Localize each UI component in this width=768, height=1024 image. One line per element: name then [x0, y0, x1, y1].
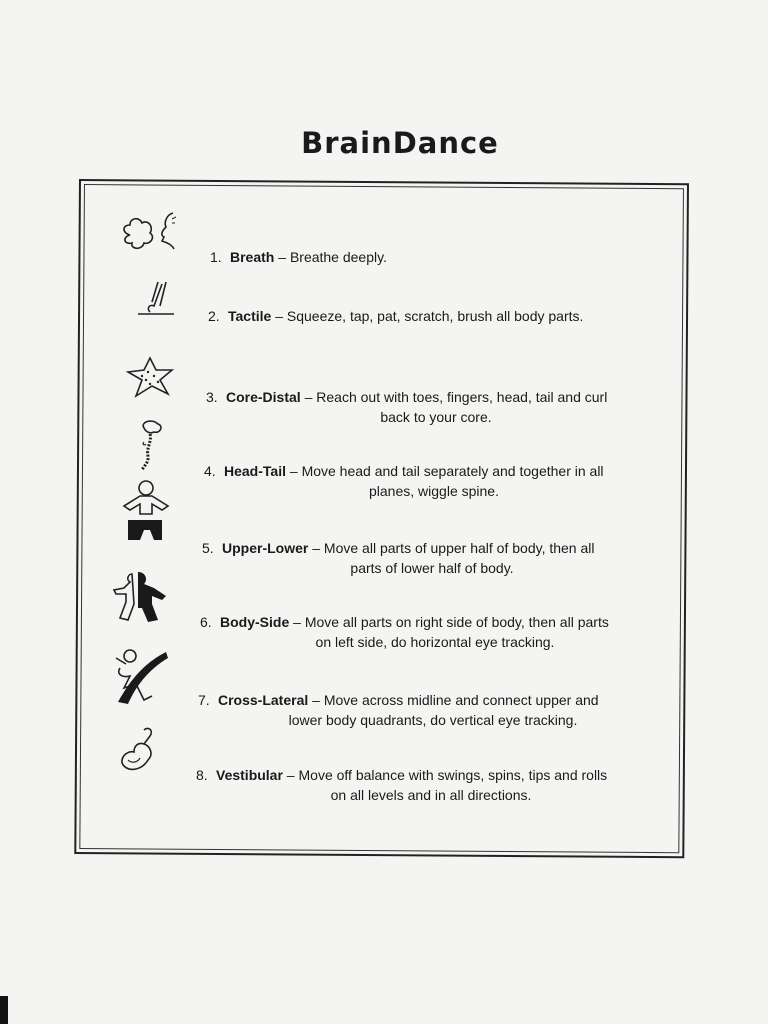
upper-lower-body-icon	[116, 476, 180, 540]
item-name: Body-Side	[220, 614, 290, 630]
item-number: 3.	[206, 389, 218, 405]
item-description-continued: parts of lower half of body.	[350, 560, 514, 576]
item-number: 7.	[198, 692, 210, 708]
breath-icon	[118, 205, 182, 269]
item-name: Breath	[230, 249, 275, 265]
item-description: Breathe deeply.	[289, 249, 387, 265]
item-name: Head-Tail	[224, 463, 286, 479]
item-description-continued: lower body quadrants, do vertical eye tracking.	[288, 712, 578, 728]
item-description: Move head and tail separately and together in all	[301, 463, 604, 479]
item-description-continued: back to your core.	[380, 409, 492, 425]
item-number: 4.	[204, 463, 216, 479]
item-dash: –	[282, 767, 299, 783]
list-item-cross-lateral	[198, 690, 668, 730]
item-description: Reach out with toes, fingers, head, tail and curl	[316, 389, 608, 405]
item-number: 8.	[196, 767, 208, 783]
spine-icon	[122, 414, 186, 478]
list-item-breath	[210, 247, 387, 267]
item-number: 1.	[210, 249, 222, 265]
starfish-icon	[118, 348, 182, 412]
item-dash: –	[289, 614, 305, 630]
scan-edge-mark	[0, 996, 8, 1024]
item-description: Move off balance with swings, spins, tips and rolls	[298, 767, 608, 783]
item-dash: –	[274, 249, 290, 265]
item-dash: –	[285, 463, 302, 479]
body-side-icon	[108, 568, 172, 632]
list-item-vestibular	[196, 765, 666, 805]
item-name: Vestibular	[216, 767, 283, 783]
list-item-upper-lower	[202, 538, 662, 578]
item-name: Upper-Lower	[222, 540, 309, 556]
item-description-continued: on all levels and in all directions.	[330, 787, 532, 803]
list-item-core-distal	[206, 387, 666, 427]
item-description: Move all parts on right side of body, then all parts	[304, 614, 609, 630]
item-description: Move across midline and connect upper and	[323, 692, 599, 708]
item-dash: –	[300, 389, 317, 405]
vestibular-icon	[114, 720, 178, 784]
list-item-tactile	[208, 306, 583, 326]
item-description: Move all parts of upper half of body, then all	[323, 540, 595, 556]
list-item-head-tail	[204, 461, 664, 501]
item-number: 2.	[208, 308, 220, 324]
item-dash: –	[308, 692, 324, 708]
item-name: Cross-Lateral	[218, 692, 309, 708]
item-number: 6.	[200, 614, 212, 630]
cross-lateral-icon	[108, 644, 172, 708]
item-description-continued: on left side, do horizontal eye tracking.	[315, 634, 555, 650]
item-number: 5.	[202, 540, 214, 556]
item-description: Squeeze, tap, pat, scratch, brush all body parts.	[286, 308, 584, 324]
item-dash: –	[271, 308, 287, 324]
list-item-body-side	[200, 612, 670, 652]
item-description-continued: planes, wiggle spine.	[369, 483, 499, 499]
page-title: BrainDance	[301, 126, 499, 160]
item-name: Tactile	[228, 308, 272, 324]
item-name: Core-Distal	[226, 389, 301, 405]
tactile-hand-icon	[128, 276, 192, 340]
item-dash: –	[308, 540, 324, 556]
